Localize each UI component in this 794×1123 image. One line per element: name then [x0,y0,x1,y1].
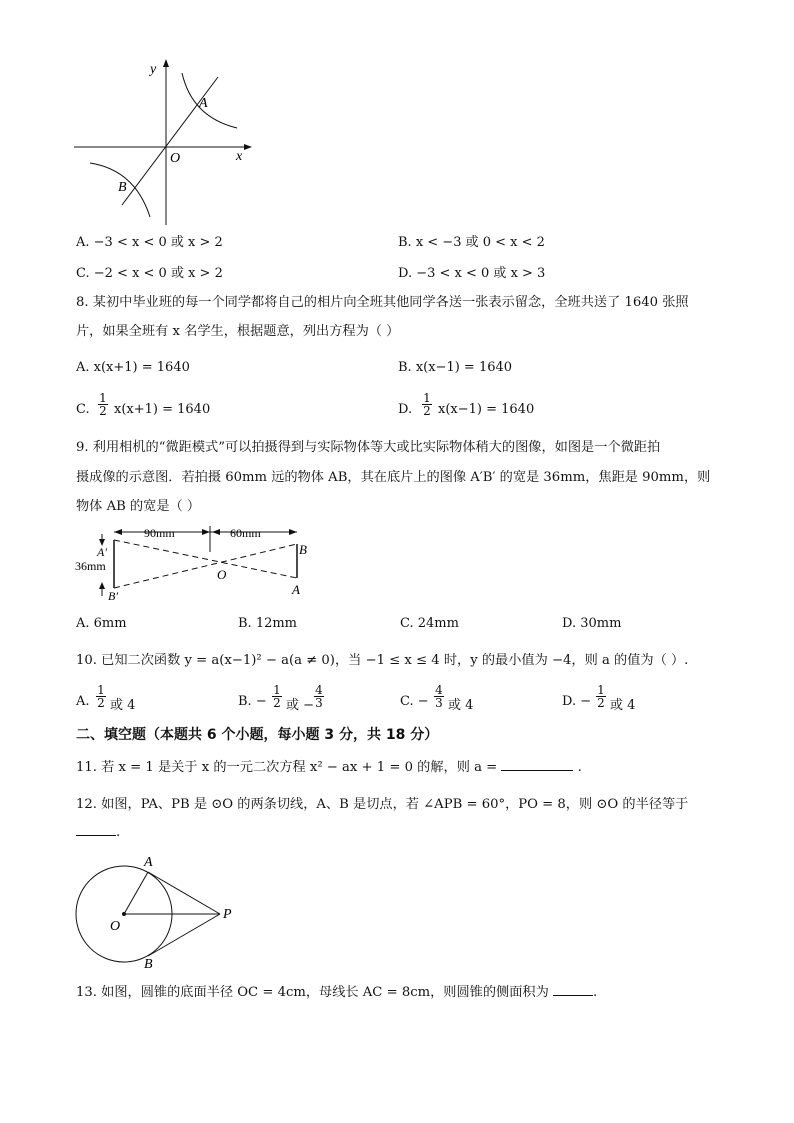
q12-question-line1: 12. 如图，PA、PB 是 ⊙O 的两条切线，A、B 是切点，若 ∠APB = 60°，PO = 8，则 ⊙O 的半径等于 [76,797,689,812]
q7-option-a[interactable]: A. −3 < x < 0 或 x > 2 [76,235,223,250]
q8-option-d-fraction: 1 2 [423,391,431,418]
q13-question [76,983,726,1003]
q10-question-line1: 10. 已知二次函数 y = a(x−1)² − a(a ≠ 0)，当 −1 ≤ x ≤ 4 时，y 的最小值为 −4，则 a 的值为（ ）. [76,653,689,668]
q11-answer-blank[interactable] [501,770,573,771]
q9-label-a-prime: A′ [97,545,107,559]
q7-y-label: y [150,62,157,77]
q8-option-c-expression: x(x+1) = 1640 [114,402,211,417]
q9-question-line1: 9. 利用相机的“微距模式”可以拍摄得到与实际物体等大或比实际物体稍大的图像，如图是一个微距拍 [76,440,661,455]
q9-question-line3: 物体 AB 的宽是（ ） [76,499,201,514]
q9-label-b: B [299,542,307,557]
q9-option-d[interactable]: D. 30mm [562,616,622,631]
q8-option-a[interactable]: A. x(x+1) = 1640 [76,360,190,375]
q13-end: . [593,985,598,1000]
q8-option-b[interactable]: B. x(x−1) = 1640 [398,360,513,375]
q12-label-p: P [223,907,232,922]
section-title: 二、填空题（本题共 6 个小题，每小题 3 分，共 18 分） [76,727,439,743]
q7-option-d[interactable]: D. −3 < x < 0 或 x > 3 [398,266,546,281]
q11-end: . [577,760,582,775]
q9-option-c[interactable]: C. 24mm [400,616,459,631]
q9-lens-diagram [72,522,322,607]
q9-size-36: 36mm [75,559,106,573]
q12-label-o: O [110,919,121,934]
q10-option-b-label: B. − [238,694,267,709]
q7-option-b[interactable]: B. x < −3 或 0 < x < 2 [398,235,545,250]
q7-x-label: x [236,149,243,164]
q9-label-o: O [217,567,227,582]
q9-question-line2: 摄成像的示意图．若拍摄 60mm 远的物体 AB，其在底片上的图像 A′B′ 的宽是 36mm，焦距是 90mm，则 [76,470,711,485]
q7-point-a: A [199,96,208,111]
q9-option-b[interactable]: B. 12mm [238,616,298,631]
q12-answer-blank[interactable] [76,835,116,836]
q8-option-d-label: D. [398,402,413,417]
q13-text: 13. 如图，圆锥的底面半径 OC = 4cm，母线长 AC = 8cm，则圆锥的侧面积为 [76,985,549,1000]
q8-option-d-expression: x(x−1) = 1640 [438,402,535,417]
q9-distance-60: 60mm [230,526,261,540]
q10-option-d-label: D. − [562,694,592,709]
q7-origin-label: O [170,151,181,166]
q10-option-b-mid: 或 − [286,698,315,713]
q8-option-c-fraction: 1 2 [99,391,107,418]
q12-label-b: B [144,957,153,972]
q11-text: 11. 若 x = 1 是关于 x 的一元二次方程 x² − ax + 1 = 0 的解，则 a = [76,760,498,775]
q10-option-c-label: C. − [400,694,429,709]
q7-graph [70,55,260,230]
q7-point-b: B [118,180,127,195]
q10-option-a-label: A. [76,694,90,709]
q9-label-a: A [292,582,300,597]
q8-question-line1: 8. 某初中毕业班的每一个同学都将自己的相片向全班其他同学各送一张表示留念，全班共送了 1640 张照 [76,295,689,310]
q11-question [76,758,726,778]
q7-hyperbola-upper [182,73,237,128]
q10-option-d-fraction: 1 2 [597,683,605,710]
q9-label-b-prime: B′ [108,589,118,603]
q10-option-a-rest: 或 4 [110,698,136,713]
q12-question-line2 [76,823,726,843]
q10-option-b-fraction2: 4 3 [315,683,323,710]
q8-option-c-label: C. [76,402,90,417]
q10-option-c-fraction: 4 3 [435,683,443,710]
q7-option-c[interactable]: C. −2 < x < 0 或 x > 2 [76,266,223,281]
q13-answer-blank[interactable] [553,995,593,996]
q10-option-b-fraction1: 1 2 [273,683,281,710]
q10-option-d-rest: 或 4 [610,698,636,713]
q12-tangent-diagram [70,850,250,975]
q12-label-a: A [144,855,153,870]
q10-option-a-fraction: 1 2 [97,683,105,710]
q9-option-a[interactable]: A. 6mm [76,616,127,631]
q8-question-line2: 片，如果全班有 x 名学生，根据题意，列出方程为（ ） [76,324,400,339]
q10-option-c-rest: 或 4 [448,698,474,713]
q12-end: . [116,825,121,840]
q9-distance-90: 90mm [144,526,175,540]
